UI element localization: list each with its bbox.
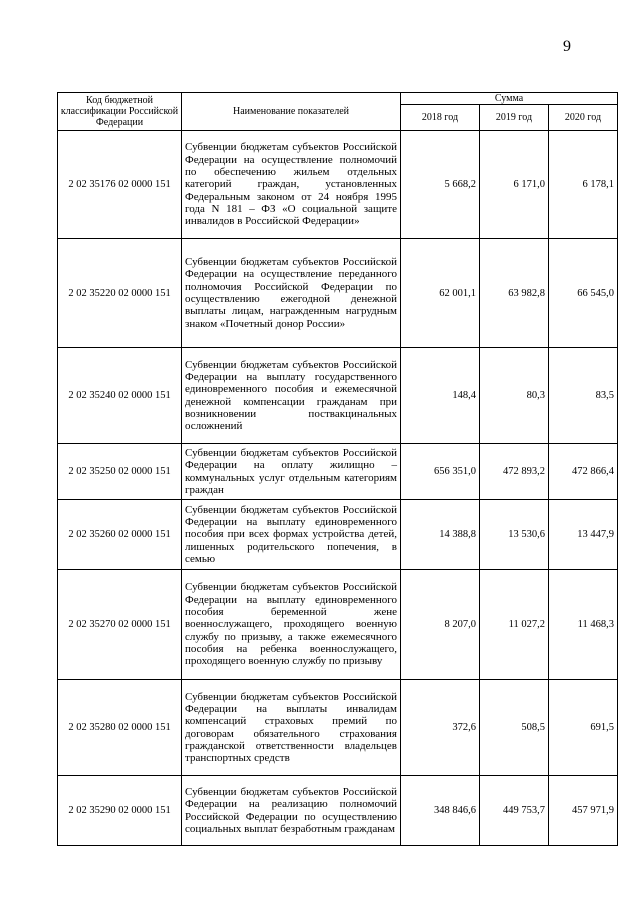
amount-2019: 80,3: [480, 348, 549, 444]
amount-2018: 348 846,6: [401, 776, 480, 846]
budget-code: 2 02 35270 02 0000 151: [58, 570, 182, 680]
budget-code: 2 02 35290 02 0000 151: [58, 776, 182, 846]
amount-2020: 11 468,3: [549, 570, 618, 680]
amount-2020: 472 866,4: [549, 444, 618, 500]
budget-code: 2 02 35220 02 0000 151: [58, 239, 182, 348]
table-row: [58, 500, 618, 570]
table-row: [58, 680, 618, 776]
amount-2020: 13 447,9: [549, 500, 618, 570]
amount-2019: 472 893,2: [480, 444, 549, 500]
amount-2018: 8 207,0: [401, 570, 480, 680]
indicator-name: Субвенции бюджетам субъектов Российской Федерации на осуществление переданного полномочия Российской Федерации по осуществлению ежегодной денежной выплаты лицам, награжденным нагрудным знаком «Почетный донор России»: [182, 239, 401, 348]
budget-code: 2 02 35250 02 0000 151: [58, 444, 182, 500]
budget-code: 2 02 35260 02 0000 151: [58, 500, 182, 570]
table-row: [58, 239, 618, 348]
amount-2020: 83,5: [549, 348, 618, 444]
indicator-name: Субвенции бюджетам субъектов Российской Федерации на выплаты инвалидам компенсаций страховых премий по договорам обязательного страхования гражданской ответственности владельцев транспортных средств: [182, 680, 401, 776]
indicator-name: Субвенции бюджетам субъектов Российской Федерации на выплату единовременного пособия беременной жене военнослужащего, проходящего военную службу по призыву, а также ежемесячного пособия на ребенка военнослужащего, проходящего военную службу по призыву: [182, 570, 401, 680]
indicator-name: Субвенции бюджетам субъектов Российской Федерации на оплату жилищно – коммунальных услуг отдельным категориям граждан: [182, 444, 401, 500]
amount-2018: 656 351,0: [401, 444, 480, 500]
amount-2020: 457 971,9: [549, 776, 618, 846]
indicator-name: Субвенции бюджетам субъектов Российской Федерации на выплату единовременного пособия при всех формах устройства детей, лишенных родительского попечения, в семью: [182, 500, 401, 570]
header-code: Код бюджетной классификации Российской Федерации: [58, 93, 182, 131]
table-row: [58, 348, 618, 444]
amount-2020: 691,5: [549, 680, 618, 776]
amount-2018: 5 668,2: [401, 131, 480, 239]
indicator-name: Субвенции бюджетам субъектов Российской Федерации на осуществление полномочий по обеспечению жильем отдельных категорий граждан, установленных Федеральным законом от 24 ноября 1995 года N 181 – ФЗ «О социальной защите инвалидов в Российской Федерации»: [182, 131, 401, 239]
indicator-name: Субвенции бюджетам субъектов Российской Федерации на выплату государственного единовременного пособия и ежемесячной денежной компенсации гражданам при возникновении поствакцинальных осложнений: [182, 348, 401, 444]
amount-2018: 14 388,8: [401, 500, 480, 570]
table-row: [58, 570, 618, 680]
amount-2020: 6 178,1: [549, 131, 618, 239]
header-year-2020: 2020 год: [549, 105, 618, 131]
table-row: [58, 131, 618, 239]
amount-2018: 148,4: [401, 348, 480, 444]
amount-2020: 66 545,0: [549, 239, 618, 348]
table-row: [58, 776, 618, 846]
amount-2018: 62 001,1: [401, 239, 480, 348]
amount-2019: 6 171,0: [480, 131, 549, 239]
indicator-name: Субвенции бюджетам субъектов Российской Федерации на реализацию полномочий Российской Федерации по осуществлению социальных выплат безработным гражданам: [182, 776, 401, 846]
header-sum: Сумма: [401, 93, 618, 105]
amount-2019: 11 027,2: [480, 570, 549, 680]
budget-code: 2 02 35280 02 0000 151: [58, 680, 182, 776]
amount-2018: 372,6: [401, 680, 480, 776]
table-row: [58, 444, 618, 500]
amount-2019: 13 530,6: [480, 500, 549, 570]
page-number: 9: [563, 38, 571, 55]
budget-table: [57, 92, 618, 846]
header-year-2019: 2019 год: [480, 105, 549, 131]
header-year-2018: 2018 год: [401, 105, 480, 131]
header-name: Наименование показателей: [182, 93, 401, 131]
amount-2019: 63 982,8: [480, 239, 549, 348]
budget-code: 2 02 35240 02 0000 151: [58, 348, 182, 444]
amount-2019: 449 753,7: [480, 776, 549, 846]
budget-code: 2 02 35176 02 0000 151: [58, 131, 182, 239]
amount-2019: 508,5: [480, 680, 549, 776]
